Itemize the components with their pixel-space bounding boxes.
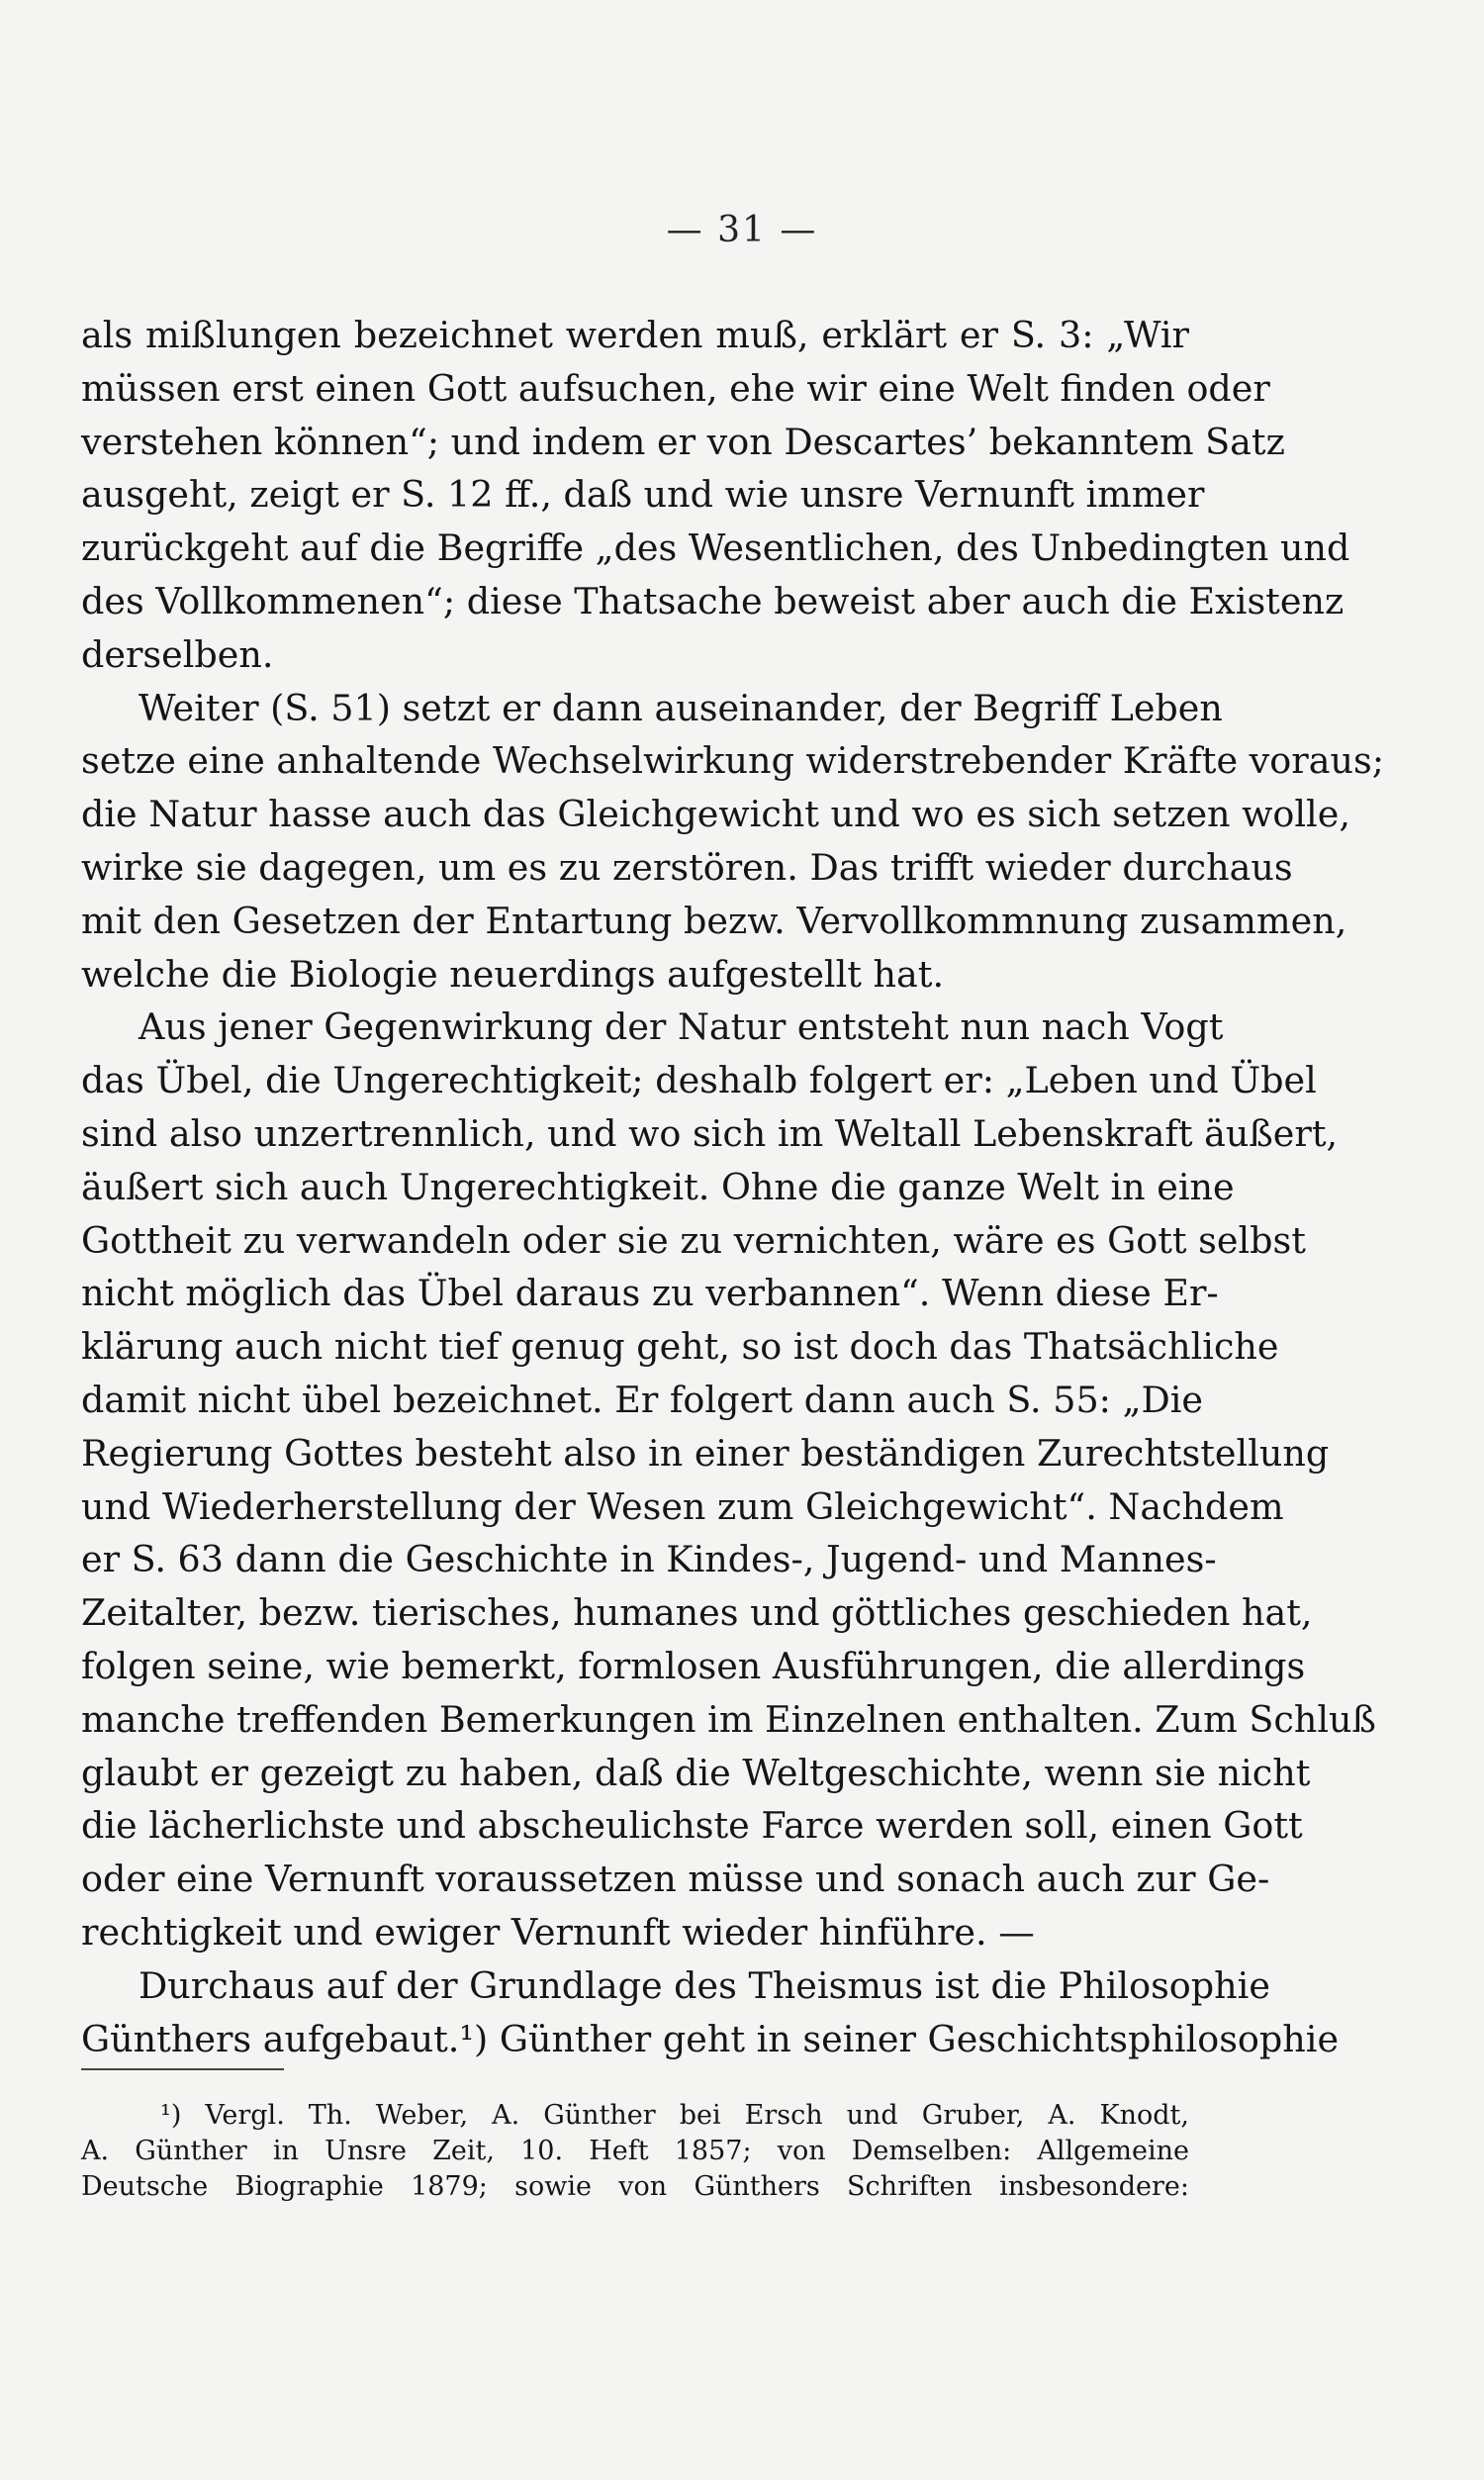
text-line: Aus jener Gegenwirkung der Natur entsteht nun nach Vogt	[139, 1005, 1224, 1049]
footnote-divider	[81, 2068, 284, 2070]
text-line: die lächerlichste und abscheulichste Farce werden soll, einen Gott	[81, 1804, 1303, 1848]
text-line: Günthers aufgebaut.¹) Günther geht in seiner Geschichtsphilosophie	[81, 2017, 1340, 2060]
text-line: rechtigkeit und ewiger Vernunft wieder hinführe. —	[81, 1910, 1035, 1954]
text-line: wirke sie dagegen, um es zu zerstören. Das trifft wieder durchaus	[81, 845, 1293, 889]
text-line: glaubt er gezeigt zu haben, daß die Weltgeschichte, wenn sie nicht	[81, 1751, 1311, 1794]
text-line: derselben.	[81, 632, 274, 676]
text-line: Durchaus auf der Grundlage des Theismus ist die Philosophie	[139, 1963, 1270, 2007]
body-text	[81, 309, 1384, 2065]
text-line: damit nicht übel bezeichnet. Er folgert dann auch S. 55: „Die	[81, 1378, 1204, 1421]
text-line: welche die Biologie neuerdings aufgestellt hat.	[81, 952, 945, 996]
text-line: verstehen können“; und indem er von Descartes’ bekanntem Satz	[81, 420, 1285, 463]
text-line: des Vollkommenen“; diese Thatsache beweist aber auch die Existenz	[81, 579, 1345, 622]
text-line: Weiter (S. 51) setzt er dann auseinander, der Begriff Leben	[139, 686, 1223, 729]
text-line: mit den Gesetzen der Entartung bezw. Vervollkommnung zusammen,	[81, 899, 1347, 942]
text-line: als mißlungen bezeichnet werden muß, erklärt er S. 3: „Wir	[81, 314, 1189, 356]
text-line: Gottheit zu verwandeln oder sie zu vernichten, wäre es Gott selbst	[81, 1218, 1306, 1262]
text-line: nicht möglich das Übel daraus zu verbannen“. Wenn diese Er-	[81, 1272, 1219, 1315]
text-line: und Wiederherstellung der Wesen zum Gleichgewicht“. Nachdem	[81, 1484, 1284, 1528]
text-line: ausgeht, zeigt er S. 12 ff., daß und wie unsre Vernunft immer	[81, 473, 1205, 517]
text-line: er S. 63 dann die Geschichte in Kindes-, Jugend- und Mannes-	[81, 1538, 1217, 1581]
footnote-line: ¹) Vergl. Th. Weber, A. Günther bei Ersch und Gruber, A. Knodt,	[160, 2100, 1189, 2131]
text-line: folgen seine, wie bemerkt, formlosen Ausführungen, die allerdings	[81, 1644, 1306, 1687]
text-line: sind also unzertrennlich, und wo sich im Weltall Lebenskraft äußert,	[81, 1111, 1339, 1155]
text-line: zurückgeht auf die Begriffe „des Wesentlichen, des Unbedingten und	[81, 526, 1350, 570]
page-number: — 31 —	[666, 210, 818, 250]
text-line: setze eine anhaltende Wechselwirkung widerstrebender Kräfte voraus;	[81, 739, 1384, 783]
text-line: klärung auch nicht tief genug geht, so ist doch das Thatsächliche	[81, 1325, 1279, 1369]
footnote-line: A. Günther in Unsre Zeit, 10. Heft 1857; von Demselben: Allgemeine	[81, 2136, 1189, 2166]
footnote-line: Deutsche Biographie 1879; sowie von Günthers Schriften insbesondere:	[81, 2171, 1189, 2202]
text-line: müssen erst einen Gott aufsuchen, ehe wir eine Welt finden oder	[81, 366, 1270, 410]
text-line: Zeitalter, bezw. tierisches, humanes und göttliches geschieden hat,	[81, 1591, 1313, 1635]
text-line: die Natur hasse auch das Gleichgewicht und wo es sich setzen wolle,	[81, 793, 1350, 836]
footnotes	[81, 2098, 1189, 2205]
text-line: oder eine Vernunft voraussetzen müsse und sonach auch zur Ge-	[81, 1858, 1270, 1901]
text-line: das Übel, die Ungerechtigkeit; deshalb folgert er: „Leben und Übel	[81, 1059, 1317, 1102]
text-line: äußert sich auch Ungerechtigkeit. Ohne die ganze Welt in eine	[81, 1165, 1235, 1208]
text-line: manche treffenden Bemerkungen im Einzelnen enthalten. Zum Schluß	[81, 1697, 1376, 1741]
text-line: Regierung Gottes besteht also in einer beständigen Zurechtstellung	[81, 1431, 1330, 1475]
